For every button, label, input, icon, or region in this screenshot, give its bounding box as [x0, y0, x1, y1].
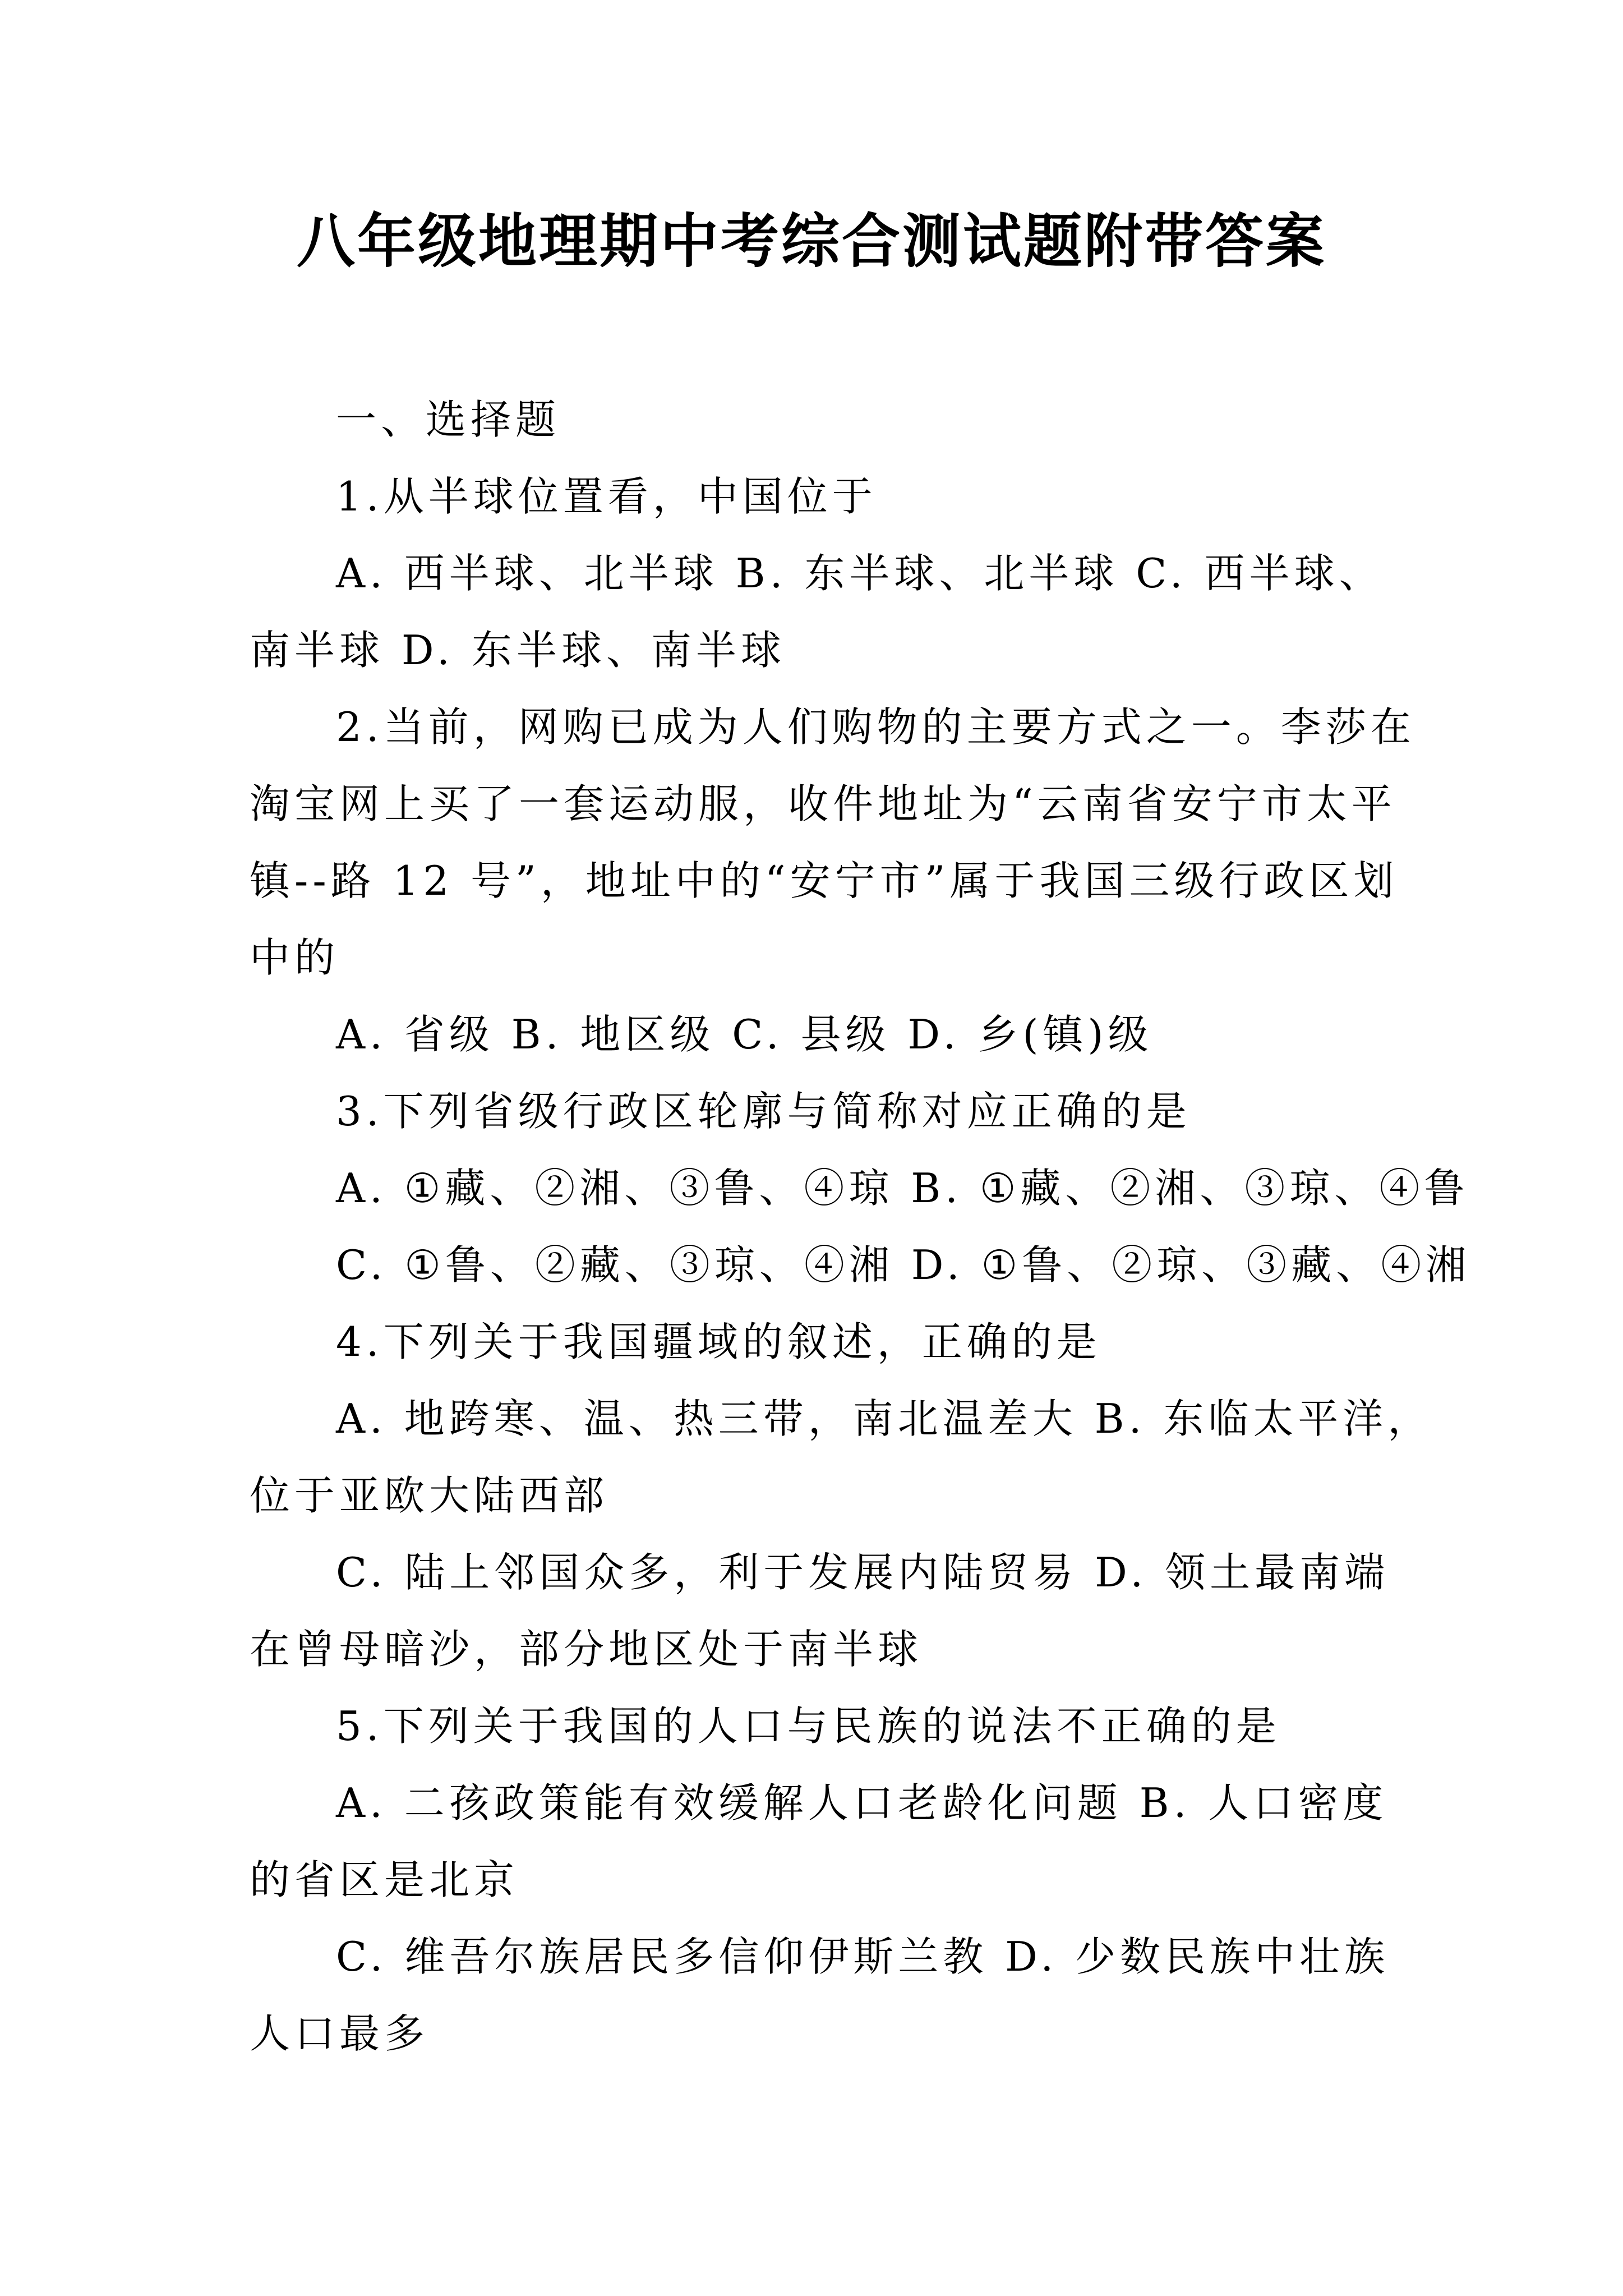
text-line: C. ①鲁、②藏、③琼、④湘 D. ①鲁、②琼、③藏、④湘	[336, 1241, 1471, 1289]
text-line: 2.当前，网购已成为人们购物的主要方式之一。李莎在	[336, 703, 1415, 751]
section-heading-choice	[250, 381, 1394, 458]
question-5-options-ab	[250, 1765, 1394, 1918]
question-4-options-ab	[250, 1381, 1433, 1534]
question-2	[250, 689, 1415, 996]
text-line: C. 维吾尔族居民多信仰伊斯兰教 D. 少数民族中壮族	[336, 1933, 1390, 1980]
text-line: 在曾母暗沙，部分地区处于南半球	[250, 1626, 923, 1673]
text-line: 淘宝网上买了一套运动服，收件地址为“云南省安宁市太平	[250, 780, 1396, 827]
text-line: 4.下列关于我国疆域的叙述，正确的是	[336, 1318, 1101, 1365]
text-line: 人口最多	[250, 2010, 430, 2057]
text-line: 位于亚欧大陆西部	[250, 1472, 609, 1519]
text-line: 一、选择题	[336, 396, 561, 443]
question-4-options-cd	[250, 1534, 1394, 1688]
text-line: 3.下列省级行政区轮廓与简称对应正确的是	[336, 1088, 1191, 1135]
question-1	[250, 458, 1394, 535]
text-line: 南半球 D. 东半球、南半球	[250, 627, 786, 674]
text-line: A. 西半球、北半球 B. 东半球、北半球 C. 西半球、	[336, 550, 1384, 597]
text-line: A. ①藏、②湘、③鲁、④琼 B. ①藏、②湘、③琼、④鲁	[336, 1165, 1469, 1212]
text-line: A. 地跨寒、温、热三带，南北温差大 B. 东临太平洋，	[336, 1395, 1433, 1442]
question-5	[250, 1688, 1394, 1765]
text-line: A. 二孩政策能有效缓解人口老龄化问题 B. 人口密度	[336, 1779, 1388, 1826]
question-3-options-ab	[250, 1150, 1469, 1227]
question-2-options	[250, 996, 1394, 1073]
question-5-options-cd	[250, 1918, 1394, 2072]
text-line: 中的	[250, 934, 340, 981]
text-line: 镇--路 12 号”，地址中的“安宁市”属于我国三级行政区划	[250, 857, 1399, 904]
text-line: 1.从半球位置看，中国位于	[336, 473, 877, 520]
text-line: 的省区是北京	[250, 1856, 519, 1903]
question-1-options	[250, 535, 1394, 689]
question-3-options-cd	[250, 1227, 1471, 1304]
question-4	[250, 1304, 1394, 1381]
document-title: 八年级地理期中考综合测试题附带答案	[296, 206, 1326, 275]
question-3	[250, 1073, 1394, 1150]
document-body	[250, 381, 1471, 2072]
text-line: 5.下列关于我国的人口与民族的说法不正确的是	[336, 1703, 1281, 1750]
text-line: A. 省级 B. 地区级 C. 县级 D. 乡(镇)级	[336, 1011, 1153, 1058]
text-line: C. 陆上邻国众多，利于发展内陆贸易 D. 领土最南端	[336, 1549, 1390, 1596]
